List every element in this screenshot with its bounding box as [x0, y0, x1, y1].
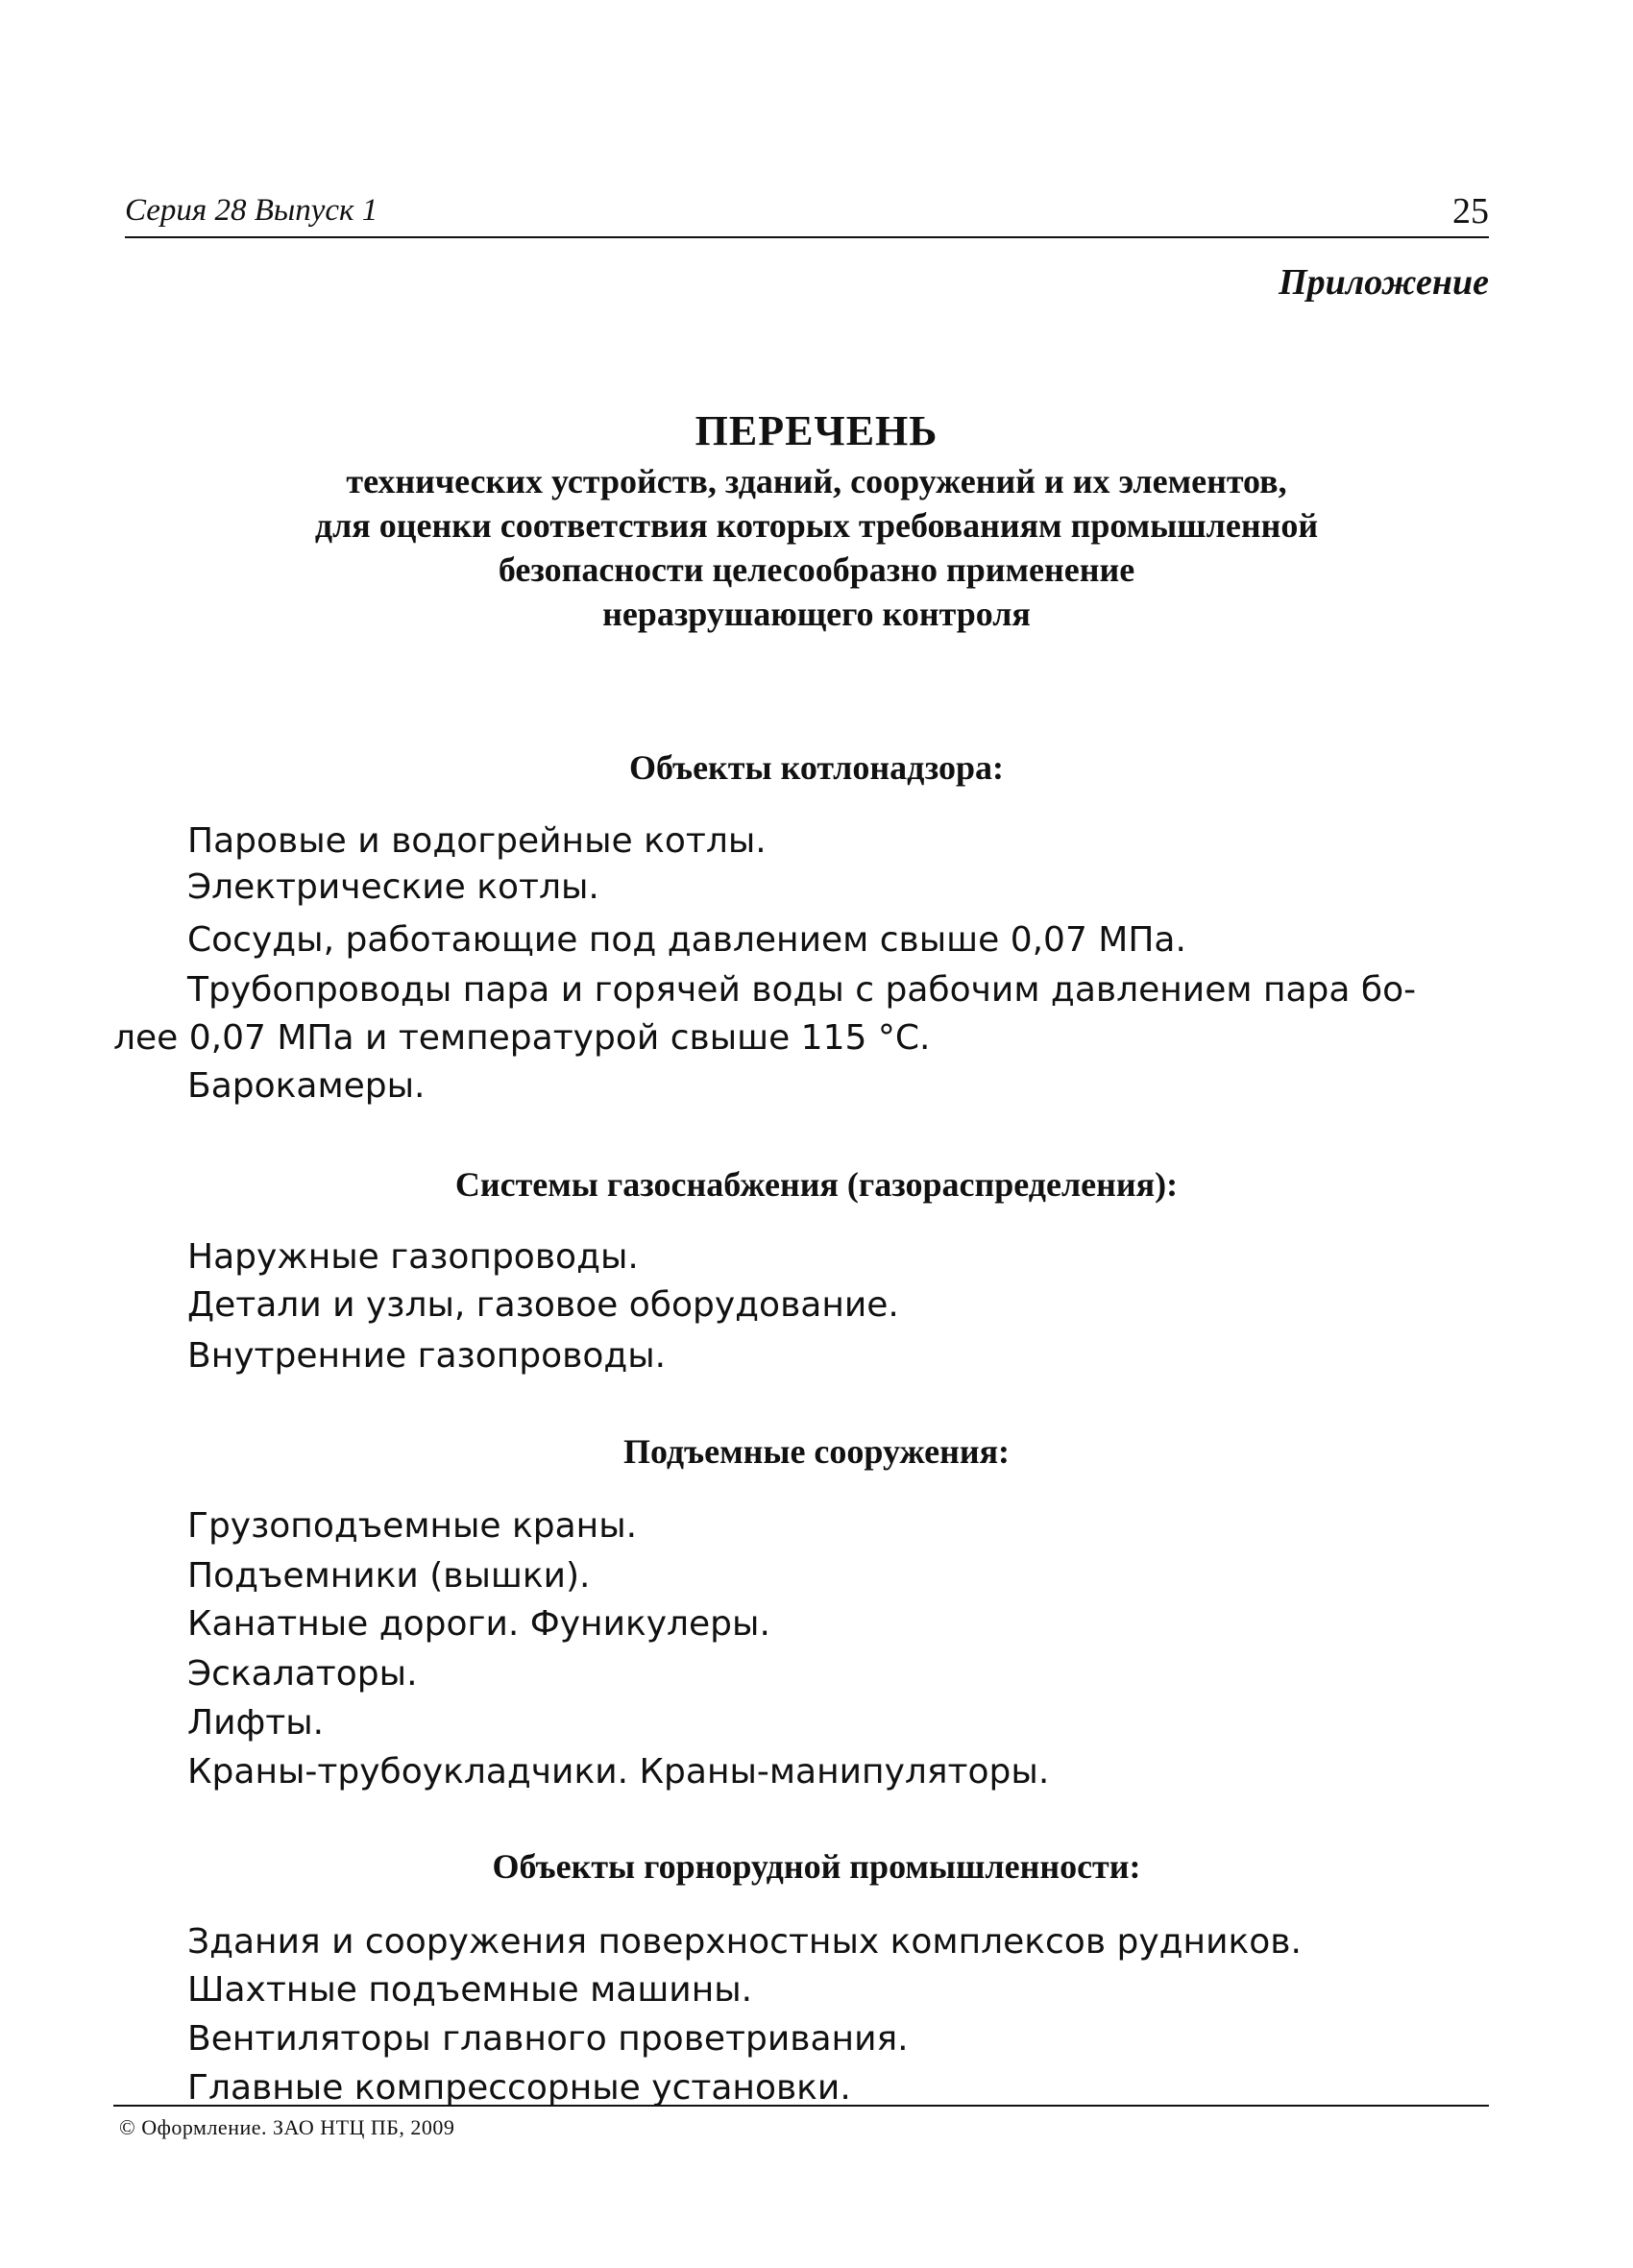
- document-title-block: [144, 403, 1489, 636]
- subtitle-line: для оценки соответствия которых требованиям промышленной: [314, 506, 1319, 545]
- list-item: Краны-трубоукладчики. Краны-манипуляторы.: [187, 1752, 1050, 1792]
- list-item: Наружные газопроводы.: [187, 1237, 639, 1277]
- list-item: Детали и узлы, газовое оборудование.: [187, 1285, 899, 1325]
- list-item: Здания и сооружения поверхностных комплексов рудников.: [187, 1922, 1302, 1962]
- page-number: 25: [1452, 191, 1489, 232]
- list-item: Внутренние газопроводы.: [187, 1336, 667, 1376]
- appendix-label: Приложение: [1279, 262, 1489, 303]
- list-item: Паровые и водогрейные котлы.: [187, 821, 767, 861]
- footer-divider: [113, 2105, 1489, 2107]
- list-item: Барокамеры.: [187, 1066, 426, 1106]
- list-item: Подъемники (вышки).: [187, 1556, 591, 1596]
- series-label: Серия 28 Выпуск 1: [125, 193, 378, 228]
- list-item: Эскалаторы.: [187, 1654, 418, 1694]
- copyright-note: © Оформление. ЗАО НТЦ ПБ, 2009: [119, 2115, 455, 2139]
- subtitle-line: неразрушающего контроля: [602, 595, 1031, 633]
- list-item-continuation: лее 0,07 МПа и температурой свыше 115 °С.: [113, 1018, 931, 1058]
- list-item: Грузоподъемные краны.: [187, 1506, 638, 1546]
- subtitle-line: технических устройств, зданий, сооружений и их элементов,: [346, 462, 1287, 500]
- section-heading-lifting: Подъемные сооружения:: [622, 1432, 1011, 1471]
- list-item: Главные компрессорные установки.: [187, 2068, 851, 2108]
- list-item: Электрические котлы.: [187, 867, 599, 907]
- section-heading-gas: Системы газоснабжения (газораспределения):: [454, 1165, 1179, 1204]
- list-item: Шахтные подъемные машины.: [187, 1970, 753, 2010]
- running-header: [125, 183, 1489, 238]
- list-item: Трубопроводы пара и горячей воды с рабочим давлением пара бо-: [187, 970, 1417, 1010]
- section-heading-mining: Объекты горнорудной промышленности:: [492, 1847, 1141, 1886]
- list-item: Сосуды, работающие под давлением свыше 0,07 МПа.: [187, 920, 1186, 960]
- list-item: Канатные дороги. Фуникулеры.: [187, 1604, 770, 1644]
- list-item: Вентиляторы главного проветривания.: [187, 2019, 909, 2059]
- subtitle-line: безопасности целесообразно применение: [498, 550, 1135, 589]
- list-item: Лифты.: [187, 1703, 325, 1743]
- section-heading-boiler: Объекты котлонадзора:: [628, 748, 1005, 787]
- document-title: ПЕРЕЧЕНЬ: [695, 407, 938, 454]
